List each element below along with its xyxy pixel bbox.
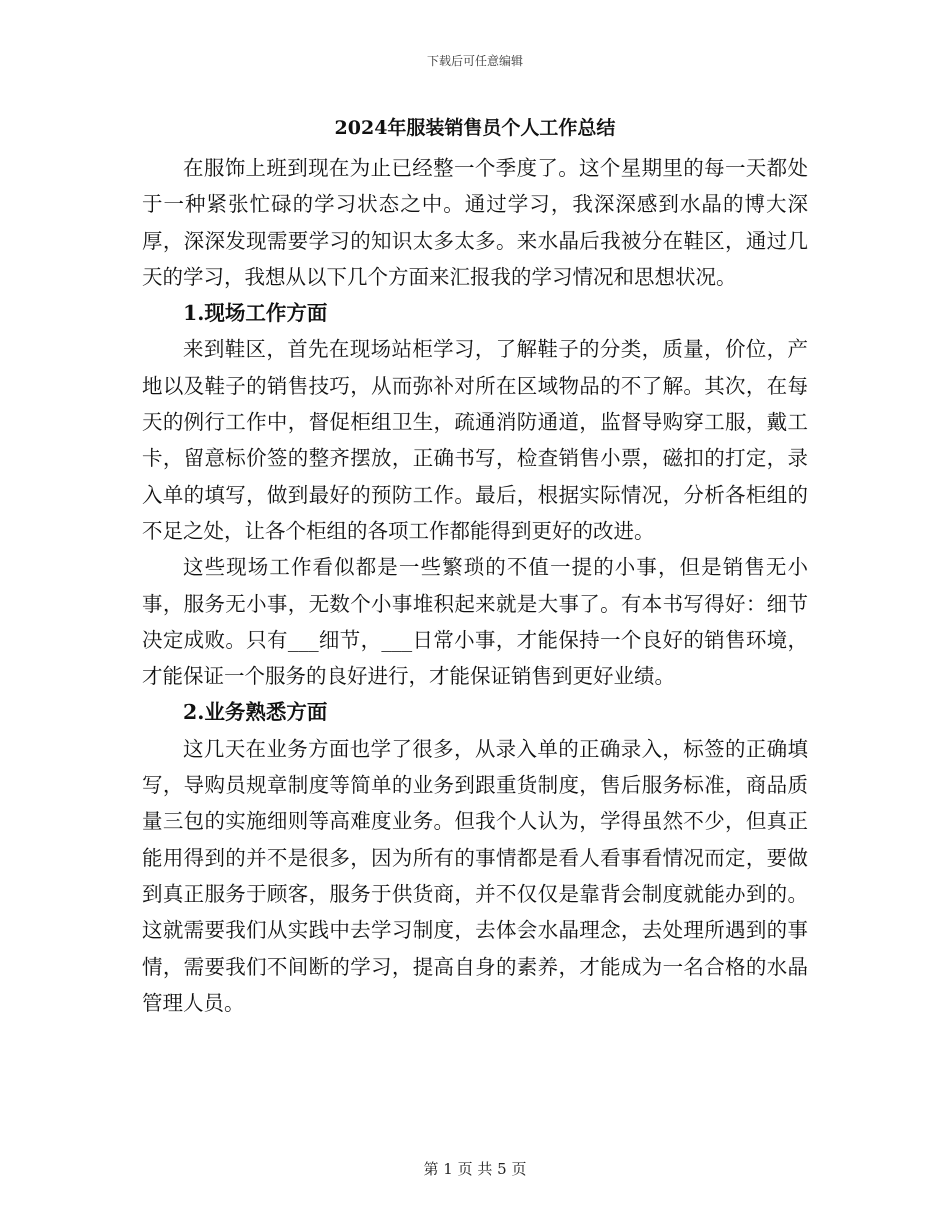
page-header-note: 下载后可任意编辑 (426, 54, 523, 68)
section-1-heading: 1.现场工作方面 (183, 301, 328, 326)
section-1-paragraph-1: 来到鞋区，首先在现场站柜学习，了解鞋子的分类，质量，价位，产地以及鞋子的销售技巧，从而弥补对所在区域物品的不了解。其次，在每天的例行工作中，督促柜组卫生，疏通消防通道，监督导购穿工服，戴工卡，留意标价签的整齐摆放，正确书写，检查销售小票，磁扣的打定，录入单的填写，做到最好的预防工作。最后，根据实际情况，分析各柜组的不足之处，让各个柜组的各项工作都能得到更好的改进。 (142, 337, 808, 543)
document-title: 2024年服装销售员个人工作总结 (334, 117, 616, 139)
page-footer: 第 1 页 共 5 页 (423, 1160, 527, 1178)
section-2-heading: 2.业务熟悉方面 (183, 700, 328, 725)
intro-paragraph: 在服饰上班到现在为止已经整一个季度了。这个星期里的每一天都处于一种紧张忙碌的学习状态之中。通过学习，我深深感到水晶的博大深厚，深深发现需要学习的知识太多太多。来水晶后我被分在鞋区，通过几天的学习，我想从以下几个方面来汇报我的学习情况和思想状况。 (142, 156, 808, 289)
section-1-paragraph-2: 这些现场工作看似都是一些繁琐的不值一提的小事，但是销售无小事，服务无小事，无数个小事堆积起来就是大事了。有本书写得好：细节决定成败。只有___细节，___日常小事，才能保持一个良好的销售环境，才能保证一个服务的良好进行，才能保证销售到更好业绩。 (142, 555, 808, 689)
section-2-paragraph-1: 这几天在业务方面也学了很多，从录入单的正确录入，标签的正确填写，导购员规章制度等简单的业务到跟重货制度，售后服务标准，商品质量三包的实施细则等高难度业务。但我个人认为，学得虽然不少，但真正能用得到的并不是很多，因为所有的事情都是看人看事看情况而定，要做到真正服务于顾客，服务于供货商，并不仅仅是靠背会制度就能办到的。这就需要我们从实践中去学习制度，去体会水晶理念，去处理所遇到的事情，需要我们不间断的学习，提高自身的素养，才能成为一名合格的水晶管理人员。 (142, 736, 808, 1015)
document-body (142, 108, 808, 1021)
